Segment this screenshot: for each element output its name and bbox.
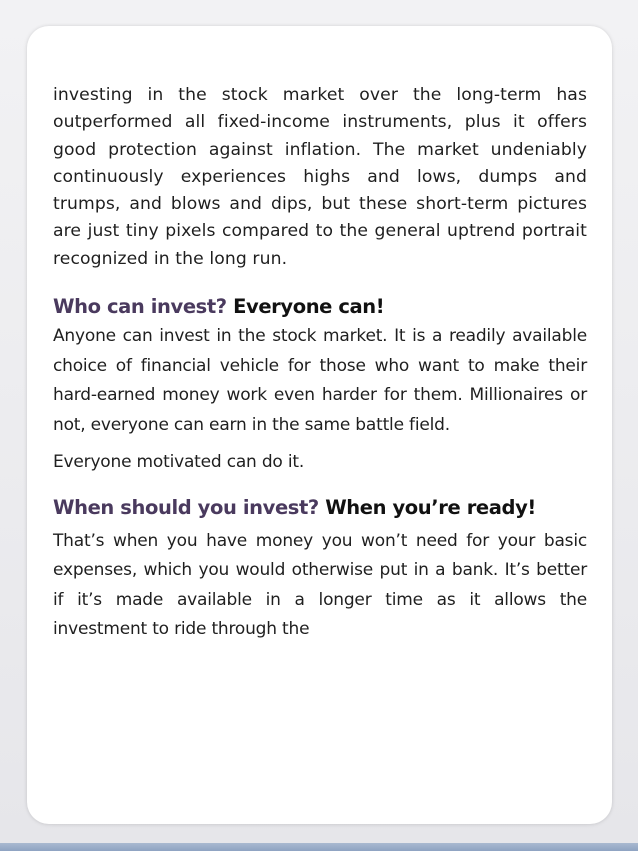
heading-answer: Everyone can! [233,295,385,319]
intro-paragraph: investing in the stock market over the long-term has outperformed all fixed-income instruments, plus it offers good protection against inflation. The market undeniably continuously experiences highs and lows, dumps and trumps, and blows and dips, but these short-term pictures are just tiny pixels compared to the general uptrend portrait recognized in the long run. [53,85,587,269]
section-heading-when-to-invest [53,495,587,521]
heading-question: Who can invest? [53,295,227,319]
section-heading-who-can-invest [53,294,587,320]
section1-closing-line: Everyone motivated can do it. [53,452,305,473]
section1-paragraph: Anyone can invest in the stock market. It is a readily available choice of financial vehicle for those who want to make their hard-earned money work even harder for them. Millionaires or not, everyone can earn in the same battle field. [53,326,587,435]
section2-paragraph: That’s when you have money you won’t need for your basic expenses, which you would otherwise put in a bank. It’s better if it’s made available in a longer time as it allows the investment to ride through the [53,530,587,640]
heading-answer: When you’re ready! [325,495,536,519]
bottom-accent-bar [0,843,638,851]
heading-question: When should you invest? [53,495,319,519]
page-card [27,26,612,824]
document-content [53,82,587,645]
